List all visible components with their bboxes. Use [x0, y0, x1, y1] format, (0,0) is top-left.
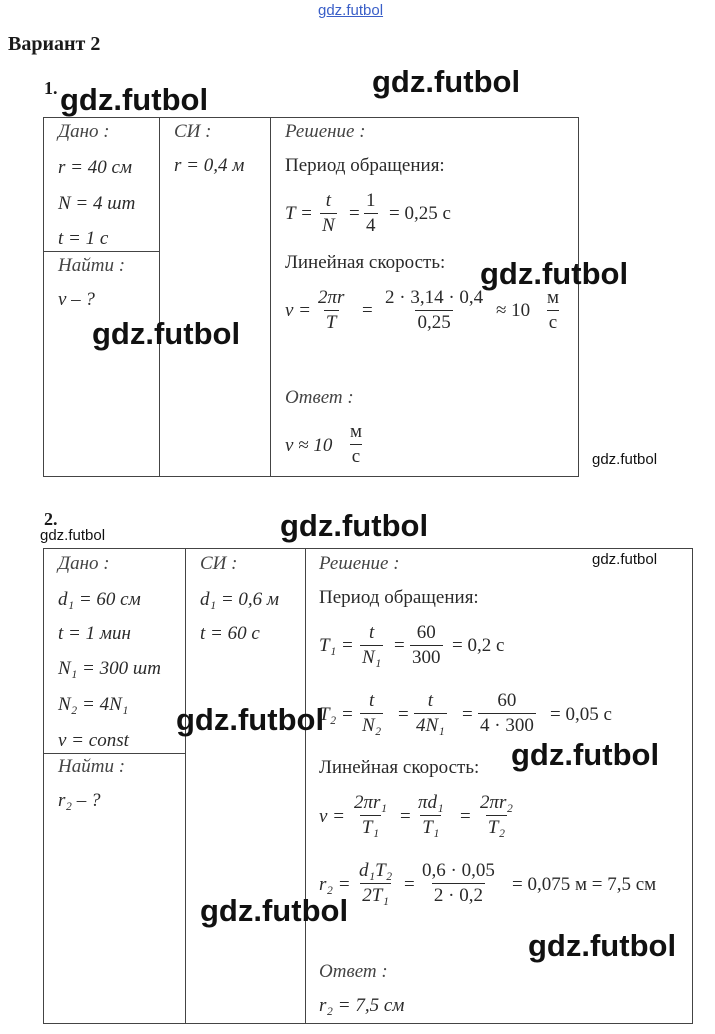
p1-v-approx: ≈ 10	[496, 300, 531, 321]
p2-given-t: t = 1 мин	[58, 623, 131, 644]
watermark: gdz.futbol	[511, 737, 660, 772]
p2-T1-fraction-2: $\frac{60}{300}$	[412, 622, 441, 668]
p2-T1-equals: =	[394, 635, 405, 656]
watermark: gdz.futbol	[280, 508, 429, 543]
p2-given-heading: Дано :	[58, 553, 110, 574]
problem-2-given-divider	[43, 753, 186, 754]
p1-given-t: t = 1 с	[58, 228, 109, 249]
problem-2-divider-2	[305, 548, 306, 1024]
p2-solution-heading: Решение :	[319, 553, 400, 574]
problem-2-divider-1	[185, 548, 186, 1024]
p2-given-v: v = const	[58, 730, 129, 751]
p1-T-equals: =	[349, 203, 360, 224]
p2-T2-lhs: T₂ =	[319, 704, 354, 725]
p2-v-lhs: v =	[319, 806, 346, 827]
top-watermark-link[interactable]: gdz.futbol	[318, 2, 384, 19]
watermark: gdz.futbol	[480, 256, 629, 291]
p1-answer: v ≈ 10	[285, 435, 333, 456]
p2-r2-equals: =	[404, 874, 415, 895]
p2-T2-fraction-3: $\frac{60}{4 \cdot 300}$	[480, 690, 534, 736]
p2-T2-result: = 0,05 с	[550, 704, 612, 725]
p1-si-r: r = 0,4 м	[174, 155, 245, 176]
p1-si-heading: СИ :	[174, 121, 212, 142]
watermark: gdz.futbol	[60, 82, 209, 117]
p2-T1-lhs: T₁ =	[319, 635, 354, 656]
p1-v-lhs: v =	[285, 300, 312, 321]
p2-r2-fraction-1: $\frac{\text{d₁T₂}}{\text{2T₁}}$	[359, 860, 393, 906]
p2-T1-result: = 0,2 с	[452, 635, 505, 656]
problem-1-number: 1.	[44, 78, 58, 98]
p2-T2-fraction-1: $\frac{t}{\text{N₂}}$	[362, 690, 382, 736]
p2-T2-fraction-2: $\frac{t}{\text{4N₁}}$	[416, 690, 445, 736]
p1-find-value: v – ?	[58, 289, 95, 310]
watermark: gdz.futbol	[372, 64, 521, 99]
p2-v-fraction-1: $\frac{\text{2πr₁}}{\text{T₁}}$	[354, 792, 388, 838]
p2-v-fraction-3: $\frac{\text{2πr₂}}{\text{T₂}}$	[480, 792, 514, 838]
p2-r2-result: = 0,075 м = 7,5 см	[512, 874, 657, 895]
p1-speed-label: Линейная скорость:	[285, 252, 446, 273]
p1-given-n: N = 4 шт	[58, 193, 136, 214]
watermark: gdz.futbol	[200, 893, 349, 928]
p2-given-n2: N₂ = 4N₁	[58, 694, 129, 715]
problem-1-divider-1	[159, 117, 160, 477]
p2-period-label: Период обращения:	[319, 587, 479, 608]
p1-answer-heading: Ответ :	[285, 387, 354, 408]
p2-v-equals-2: =	[460, 806, 471, 827]
p2-T2-equals-1: =	[398, 704, 409, 725]
p2-r2-lhs: r₂ =	[319, 874, 351, 895]
p1-T-fraction-1: $\frac{t}{N}$	[322, 190, 335, 236]
p2-T1-fraction-1: $\frac{t}{\text{N₁}}$	[362, 622, 382, 668]
p1-v-fraction-2: $\frac{2 \cdot 3,14 \cdot 0,4}{0,25}$	[385, 287, 484, 333]
watermark: gdz.futbol	[92, 316, 241, 351]
p2-si-t: t = 60 с	[200, 623, 260, 644]
watermark: gdz.futbol	[528, 928, 677, 963]
watermark: gdz.futbol	[592, 451, 658, 468]
watermark: gdz.futbol	[40, 527, 106, 544]
p2-given-n1: N₁ = 300 шт	[58, 658, 161, 679]
p1-v-equals: =	[362, 300, 373, 321]
p1-T-lhs: T =	[285, 203, 313, 224]
p1-T-fraction-2: $\frac{1}{4}$	[366, 190, 376, 236]
page-title: Вариант 2	[8, 33, 101, 55]
problem-2-number: 2.	[44, 509, 58, 529]
p2-given-d1: d₁ = 60 см	[58, 589, 141, 610]
watermark: gdz.futbol	[592, 551, 658, 568]
p2-si-d1: d₁ = 0,6 м	[200, 589, 280, 610]
p2-si-heading: СИ :	[200, 553, 238, 574]
p2-v-equals-1: =	[400, 806, 411, 827]
p2-find-value: r₂ – ?	[58, 790, 101, 811]
p1-T-result: = 0,25 с	[389, 203, 451, 224]
p1-answer-unit: м с	[350, 421, 363, 467]
watermark: gdz.futbol	[176, 702, 325, 737]
p1-given-r: r = 40 см	[58, 157, 133, 178]
p1-period-label: Период обращения:	[285, 155, 445, 176]
p1-solution-heading: Решение :	[285, 121, 366, 142]
p2-T2-equals-2: =	[462, 704, 473, 725]
p1-given-heading: Дано :	[58, 121, 110, 142]
p2-answer-heading: Ответ :	[319, 961, 388, 982]
p1-v-fraction-1: $\frac{2\pi r}{T}$	[318, 287, 345, 333]
p2-v-fraction-2: $\frac{\text{πd₁}}{\text{T₁}}$	[418, 792, 444, 838]
problem-1-given-divider	[43, 251, 160, 252]
p2-answer: r₂ = 7,5 см	[319, 995, 405, 1016]
problem-1-divider-2	[270, 117, 271, 477]
p1-find-heading: Найти :	[58, 255, 126, 276]
p2-r2-fraction-2: $\frac{0,6 \cdot 0,05}{2 \cdot 0,2}$	[422, 860, 495, 906]
p2-find-heading: Найти :	[58, 756, 126, 777]
p2-speed-label: Линейная скорость:	[319, 757, 480, 778]
p1-v-unit: м с	[547, 287, 560, 333]
